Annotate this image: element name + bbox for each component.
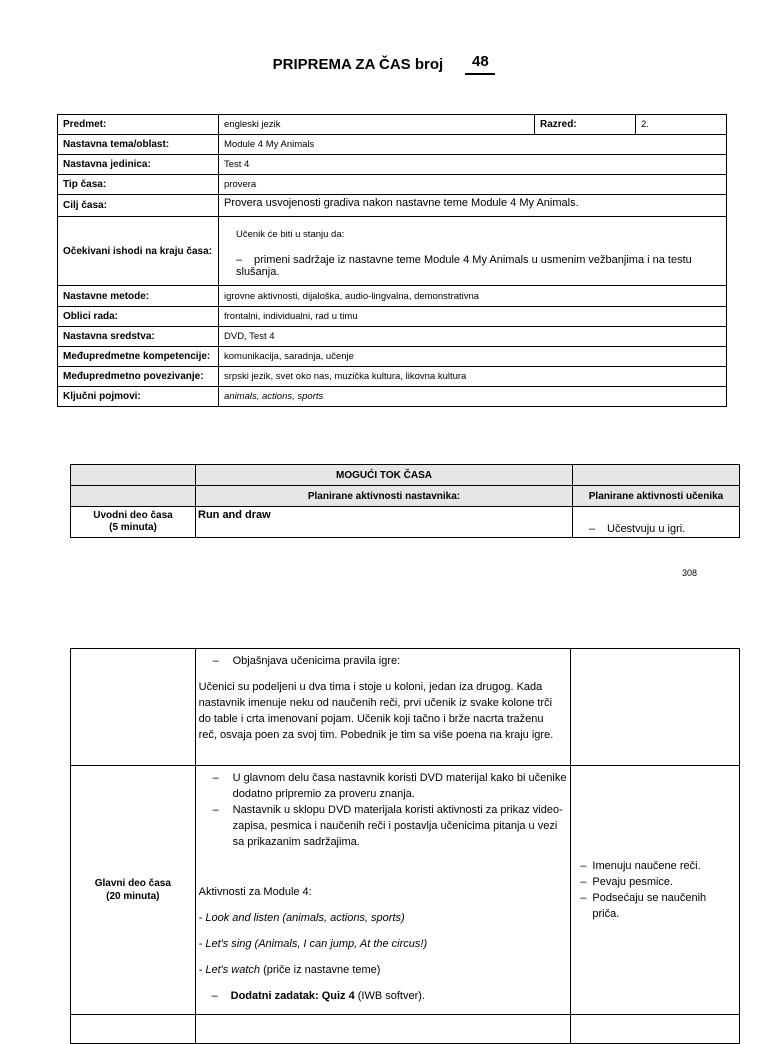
activity-lets-watch	[199, 962, 568, 978]
main-teacher-activities	[195, 766, 571, 1015]
student-item-2: – Pevaju pesmice.	[580, 876, 674, 888]
next-student-cell	[571, 1015, 740, 1044]
page-number: 308	[682, 568, 698, 578]
extra-task-title: Dodatni zadatak: Quiz 4	[230, 990, 355, 1002]
label-kompetencije: Međupredmetne kompetencije:	[58, 347, 219, 367]
value-pojmovi: animals, actions, sports	[219, 387, 727, 407]
main-item-2: – Nastavnik u sklopu DVD materijala koristi aktivnosti za prikaz video-zapisa, pesmica i naučenih reči i postavlja učenicima pitanja u vezi sa prikazanim sadržajima.	[199, 802, 568, 850]
intro-teacher-activity: Run and draw	[196, 507, 573, 538]
main-item-1-text: U glavnom delu časa nastavnik koristi DVD materijal kako bi učenike dodatno pripremio za proveru znanja.	[232, 772, 567, 800]
extra-task: – Dodatni zadatak: Quiz 4 (IWB softver).	[211, 990, 425, 1002]
ishodi-item: – primeni sadržaje iz nastavne teme Module 4 My Animals u usmenim vežbanjima i na testu slušanja.	[236, 253, 692, 278]
lesson-info-table	[57, 114, 727, 407]
main-phase-duration: (20 minuta)	[106, 891, 160, 902]
activities-title: Aktivnosti za Module 4:	[198, 886, 312, 898]
intro-student-continued	[571, 649, 740, 766]
intro-student-activity: – Učestvuju u igri.	[573, 507, 740, 538]
activity-lets-sing: - Let's sing (Animals, I can jump, At the circus!)	[198, 938, 428, 950]
student-item-1: – Imenuju naučene reči.	[580, 860, 701, 872]
flow-title: MOGUĆI TOK ČASA	[196, 465, 573, 486]
extra-task-desc: (IWB softver).	[354, 990, 425, 1002]
main-phase-name: Glavni deo časa	[94, 878, 171, 889]
label-ishodi: Očekivani ishodi na kraju časa:	[58, 217, 219, 286]
flow-title-right-cell	[573, 465, 740, 486]
ishodi-intro: Učenik će biti u stanju da:	[236, 228, 345, 240]
label-sredstva: Nastavna sredstva:	[58, 327, 219, 347]
label-predmet: Predmet:	[58, 115, 219, 135]
value-tip: provera	[219, 175, 727, 195]
lets-watch-desc: (priče iz nastavne teme)	[260, 964, 381, 976]
title-text: PRIPREMA ZA ČAS broj	[272, 56, 444, 73]
value-predmet: engleski jezik	[219, 115, 535, 135]
activity-look-listen: - Look and listen (animals, actions, sports)	[198, 912, 405, 924]
value-ishodi	[219, 217, 727, 286]
value-jedinica: Test 4	[219, 155, 727, 175]
value-cilj: Provera usvojenosti gradiva nakon nastavne teme Module 4 My Animals.	[219, 195, 727, 217]
flow-corner-cell	[71, 465, 196, 486]
intro-student-text: Učestvuju u igri.	[607, 523, 686, 535]
flow-header-corner	[71, 486, 196, 507]
next-teacher-cell	[195, 1015, 571, 1044]
value-tema: Module 4 My Animals	[219, 135, 727, 155]
page-title	[0, 53, 768, 78]
value-razred: 2.	[636, 115, 727, 135]
explain-item: – Objašnjava učenicima pravila igre:	[212, 655, 401, 667]
label-pojmovi: Ključni pojmovi:	[58, 387, 219, 407]
label-cilj: Cilj časa:	[58, 195, 219, 217]
student-item-3: – Podsećaju se naučenih priča.	[574, 890, 736, 922]
game-rules: Učenici su podeljeni u dva tima i stoje u koloni, jedan iza drugog. Kada nastavnik imenuje neku od naučenih reči, prvi učenik iz svake kolone trči do table i crta imenovani pojam. Učenik koji tačno i brže nacrta traženu reč, osvaja poen za svoj tim. Pobednik je tim sa više poena na kraju igre.	[198, 681, 554, 741]
intro-phase-duration: (5 minuta)	[109, 522, 157, 533]
lets-watch-title: - Let's watch	[198, 964, 261, 976]
student-item-1-text: Imenuju naučene reči.	[592, 860, 701, 872]
student-item-3-text: Podsećaju se naučenih priča.	[592, 892, 707, 920]
explain-text: Objašnjava učenicima pravila igre:	[232, 655, 401, 667]
value-metode: igrovne aktivnosti, dijaloška, audio-lingvalna, demonstrativna	[219, 286, 727, 307]
intro-phase-name: Uvodni deo časa	[93, 510, 173, 521]
main-student-activities	[571, 766, 740, 1015]
main-item-1: – U glavnom delu časa nastavnik koristi DVD materijal kako bi učenike dodatno pripremio za proveru znanja.	[212, 772, 567, 800]
label-jedinica: Nastavna jedinica:	[58, 155, 219, 175]
lesson-flow-table-continued	[70, 648, 740, 1044]
ishodi-item-text: primeni sadržaje iz nastavne teme Module 4 My Animals u usmenim vežbanjima i na testu slušanja.	[236, 253, 692, 278]
student-activities-header: Planirane aktivnosti učenika	[573, 486, 740, 507]
label-razred: Razred:	[535, 115, 636, 135]
label-oblici: Oblici rada:	[58, 307, 219, 327]
label-tema: Nastavna tema/oblast:	[58, 135, 219, 155]
lesson-flow-table	[70, 464, 740, 538]
value-povezivanje: srpski jezik, svet oko nas, muzička kultura, likovna kultura	[219, 367, 727, 387]
intro-teacher-continued	[195, 649, 571, 766]
value-kompetencije: komunikacija, saradnja, učenje	[219, 347, 727, 367]
next-phase-cell	[71, 1015, 196, 1044]
main-item-2-text: Nastavnik u sklopu DVD materijala koristi aktivnosti za prikaz video-zapisa, pesmica i naučenih reči i postavlja učenicima pitanja u vezi sa prikazanim sadržajima.	[232, 804, 563, 848]
intro-phase-continued	[71, 649, 196, 766]
label-povezivanje: Međupredmetno povezivanje:	[58, 367, 219, 387]
label-tip: Tip časa:	[58, 175, 219, 195]
intro-phase-cell	[71, 507, 196, 538]
value-sredstva: DVD, Test 4	[219, 327, 727, 347]
student-item-2-text: Pevaju pesmice.	[592, 876, 674, 888]
value-oblici: frontalni, individualni, rad u timu	[219, 307, 727, 327]
teacher-activities-header: Planirane aktivnosti nastavnika:	[196, 486, 573, 507]
main-phase-cell	[71, 766, 196, 1015]
label-metode: Nastavne metode:	[58, 286, 219, 307]
lesson-number: 48	[465, 53, 495, 75]
